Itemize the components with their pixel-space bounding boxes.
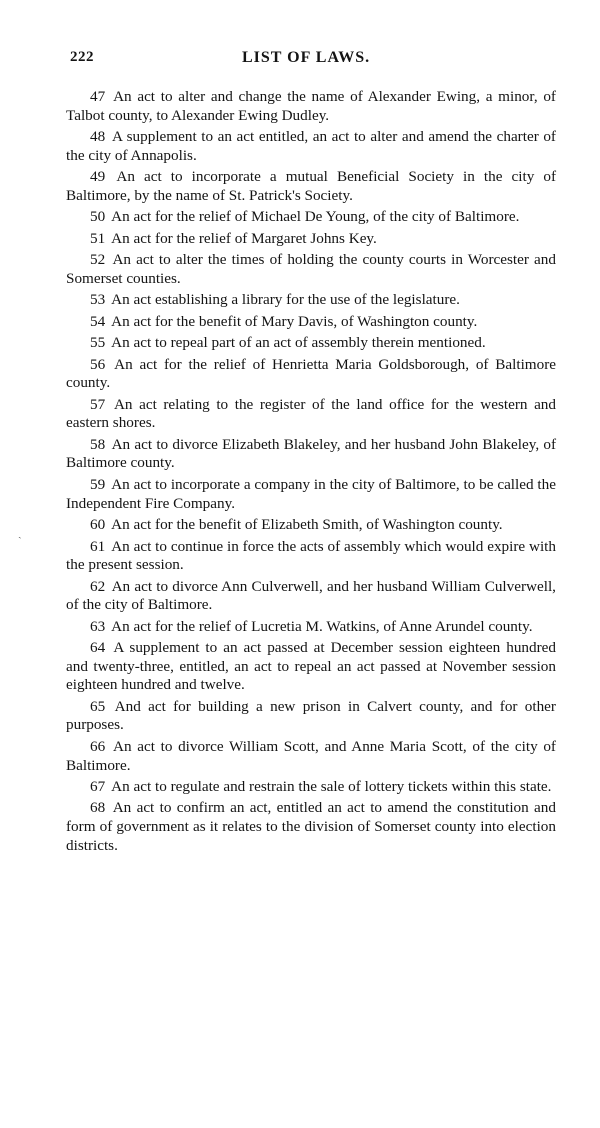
law-text: An act to regulate and restrain the sale of lottery tickets within this state. — [111, 778, 552, 795]
page-number: 222 — [70, 49, 94, 65]
law-entry-48 — [66, 128, 556, 165]
law-text: An act to incorporate a company in the city of Baltimore, to be called the Independent Fire Company. — [66, 475, 556, 512]
law-text: An act to divorce Ann Culverwell, and her husband William Culverwell, of the city of Baltimore. — [66, 577, 556, 614]
law-text: An act for the benefit of Elizabeth Smith, of Washington county. — [111, 516, 503, 534]
law-entry-68 — [66, 799, 556, 855]
law-number: 60 — [90, 516, 106, 534]
law-number: 67 — [90, 778, 106, 795]
law-entry-66 — [66, 738, 556, 775]
law-text: An act relating to the register of the land office for the western and eastern shores. — [66, 395, 556, 432]
law-number: 62 — [90, 577, 106, 595]
law-text: An act to divorce William Scott, and Anne Maria Scott, of the city of Baltimore. — [66, 737, 556, 774]
law-number: 53 — [90, 291, 106, 309]
law-entry-62 — [66, 578, 556, 615]
law-number: 56 — [90, 355, 106, 373]
law-number: 55 — [90, 334, 106, 352]
law-entry-67 — [66, 778, 556, 797]
law-text: An act to alter and change the name of Alexander Ewing, a minor, of Talbot county, to Alexander Ewing Dudley. — [66, 88, 556, 124]
law-number: 48 — [90, 128, 106, 146]
law-text: An act to divorce Elizabeth Blakeley, and her husband John Blakeley, of Baltimore county. — [66, 435, 556, 472]
law-number: 68 — [90, 799, 106, 817]
page-title: LIST OF LAWS. — [242, 49, 371, 66]
law-number: 59 — [90, 475, 106, 493]
law-text: An act to incorporate a mutual Beneficial Society in the city of Baltimore, by the name of St. Patrick's Society. — [66, 168, 556, 204]
law-text: An act to alter the times of holding the county courts in Worcester and Somerset counties. — [66, 251, 556, 287]
law-number: 51 — [90, 229, 106, 247]
law-number: 49 — [90, 168, 106, 186]
law-text: An act establishing a library for the use of the legislature. — [111, 291, 460, 309]
law-text: An act for the benefit of Mary Davis, of Washington county. — [111, 312, 478, 330]
laws-list — [66, 88, 556, 858]
law-text: And act for building a new prison in Calvert county, and for other purposes. — [66, 697, 556, 734]
law-entry-51 — [66, 230, 556, 249]
law-text: A supplement to an act entitled, an act to alter and amend the charter of the city of Annapolis. — [66, 128, 556, 164]
law-number: 50 — [90, 208, 106, 226]
law-entry-52 — [66, 251, 556, 288]
law-entry-60 — [66, 516, 556, 535]
law-entry-53 — [66, 291, 556, 310]
law-entry-47 — [66, 88, 556, 125]
law-entry-49 — [66, 168, 556, 205]
law-number: 58 — [90, 435, 106, 453]
law-text: An act to confirm an act, entitled an act to amend the constitution and form of government as it relates to the division of Somerset county into election districts. — [66, 799, 556, 854]
law-entry-55 — [66, 334, 556, 353]
law-text: An act for the relief of Michael De Young, of the city of Baltimore. — [111, 208, 520, 226]
law-number: 65 — [90, 697, 106, 715]
law-number: 47 — [90, 88, 106, 105]
law-number: 52 — [90, 251, 106, 269]
law-text: An act for the relief of Lucretia M. Watkins, of Anne Arundel county. — [111, 617, 533, 635]
law-text: An act for the relief of Margaret Johns Key. — [111, 229, 377, 247]
law-number: 61 — [90, 537, 106, 555]
law-entry-58 — [66, 436, 556, 473]
law-number: 63 — [90, 617, 106, 635]
law-entry-54 — [66, 313, 556, 332]
law-number: 54 — [90, 312, 106, 330]
law-text: An act for the relief of Henrietta Maria Goldsborough, of Baltimore county. — [66, 355, 556, 392]
law-entry-63 — [66, 618, 556, 637]
law-number: 57 — [90, 395, 106, 413]
law-text: A supplement to an act passed at December session eighteen hundred and twenty-three, entitled, an act to repeal an act passed at November session eighteen hundred and twelve. — [66, 639, 556, 694]
law-number: 64 — [90, 639, 106, 657]
law-number: 66 — [90, 737, 106, 755]
law-text: An act to continue in force the acts of assembly which would expire with the present session. — [66, 537, 556, 574]
law-entry-56 — [66, 356, 556, 393]
law-entry-65 — [66, 698, 556, 735]
margin-mark: ˎ — [18, 527, 22, 539]
law-text: An act to repeal part of an act of assembly therein mentioned. — [111, 334, 486, 352]
law-entry-61 — [66, 538, 556, 575]
law-entry-59 — [66, 476, 556, 513]
law-entry-57 — [66, 396, 556, 433]
law-entry-50 — [66, 208, 556, 227]
law-entry-64 — [66, 639, 556, 695]
